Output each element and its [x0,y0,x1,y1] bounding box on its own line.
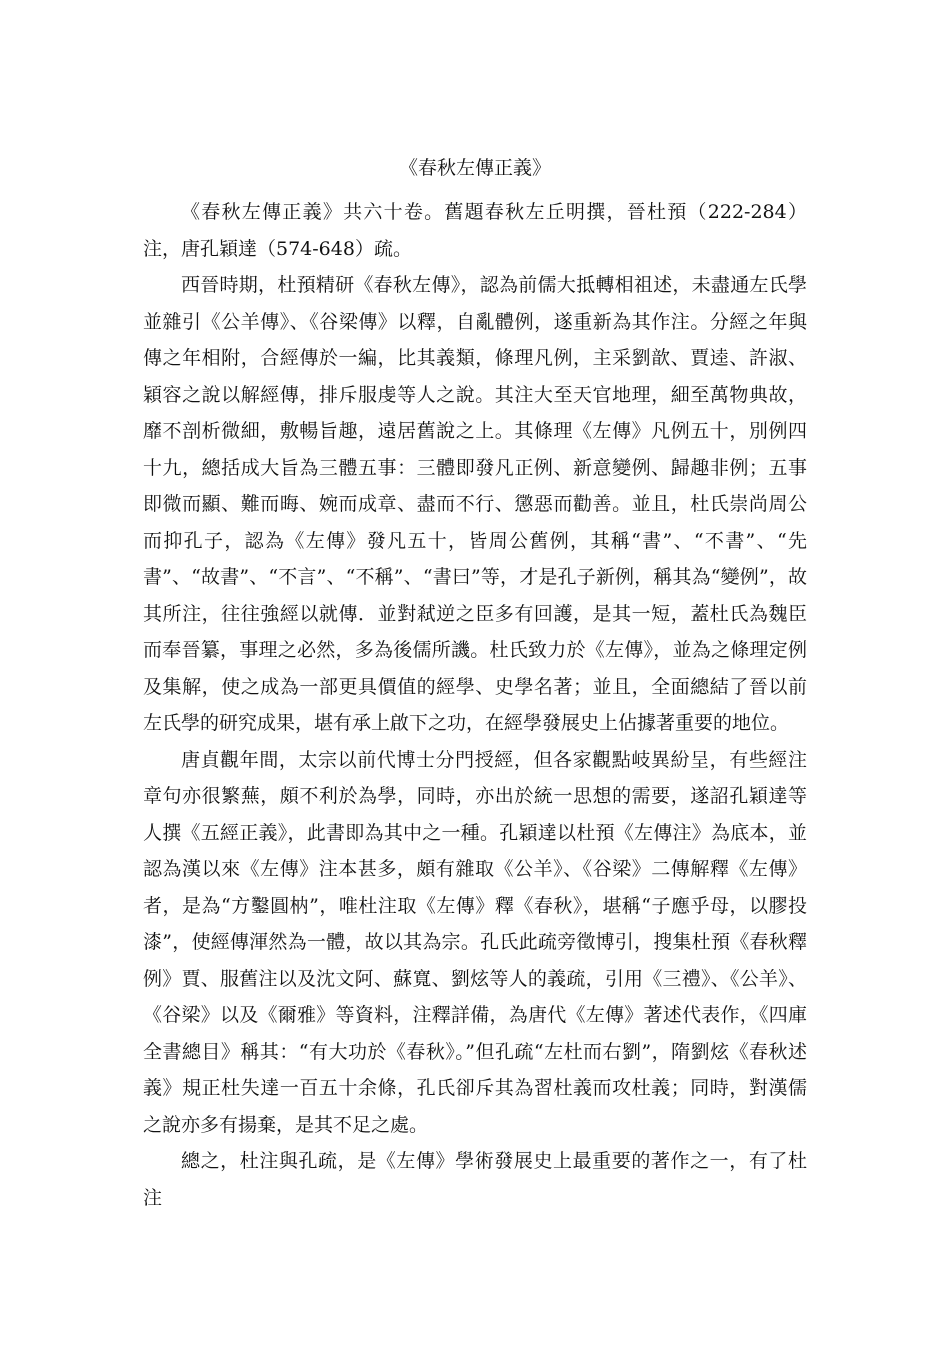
document-title: 《春秋左傳正義》 [398,157,551,179]
document-body [143,194,807,1216]
paragraph-conclusion: 總之，杜注與孔疏，是《左傳》學術發展史上最重要的著作之一，有了杜注 [143,1150,807,1209]
paragraph-du-yu: 西晉時期，杜預精研《春秋左傳》，認為前儒大抵轉相祖述，未盡通左氏學並雜引《公羊傳》、《谷梁傳》以釋，自亂體例，遂重新為其作注。分經之年與傳之年相附，合經傳於一編，比其義類，條理凡例，主采劉歆、賈逵、許淑、穎容之說以解經傳，排斥服虔等人之說。其注大至天官地理，細至萬物典故，靡不剖析微細，敷暢旨趣，遠居舊說之上。其條理《左傳》凡例五十，別例四十九，總括成大旨為三體五事：三體即發凡正例、新意變例、歸趣非例；五事即微而顯、難而晦、婉而成章、盡而不行、懲惡而勸善。並且，杜氏崇尚周公而抑孔子，認為《左傳》發凡五十，皆周公舊例，其稱“書”、“不書”、“先書”、“故書”、“不言”、“不稱”、“書曰”等，才是孔子新例，稱其為“變例”，故其所注，往往強經以就傳．並對弒逆之臣多有回護，是其一短，蓋杜氏為魏臣而奉晉纂，事理之必然，多為後儒所譏。杜氏致力於《左傳》，並為之條理定例及集解，使之成為一部更具價值的經學、史學名著；並且，全面總結了晉以前左氏學的研究成果，堪有承上啟下之功，在經學發展史上佔據著重要的地位。 [143,274,807,734]
paragraph-kong-yingda: 唐貞觀年間，太宗以前代博士分門授經，但各家觀點岐異紛呈，有些經注章句亦很繁蕪，頗不利於為學，同時，亦出於統一思想的需要，遂詔孔穎達等人撰《五經正義》，此書即為其中之一種。孔穎達以杜預《左傳注》為底本，並認為漢以來《左傳》注本甚多，頗有雜取《公羊》、《谷梁》二傳解釋《左傳》者，是為“方鑿圓枘”，唯杜注取《左傳》釋《春秋》，堪稱“子應乎母，以膠投漆”，使經傳渾然為一體，故以其為宗。孔氏此疏旁徵博引，搜集杜預《春秋釋例》賈、服舊注以及沈文阿、蘇寬、劉炫等人的義疏，引用《三禮》、《公羊》、《谷梁》以及《爾雅》等資料，注釋詳備，為唐代《左傳》著述代表作，《四庫全書總目》稱其：“有大功於《春秋》。”但孔疏“左杜而右劉”，隋劉炫《春秋述義》規正杜失達一百五十余條，孔氏卻斥其為習杜義而攻杜義；同時，對漢儒之說亦多有揚棄，是其不足之處。 [143,748,807,1136]
paragraph-intro: 《春秋左傳正義》共六十卷。舊題春秋左丘明撰，晉杜預（222-284）注，唐孔穎達（574-648）疏。 [143,201,807,260]
